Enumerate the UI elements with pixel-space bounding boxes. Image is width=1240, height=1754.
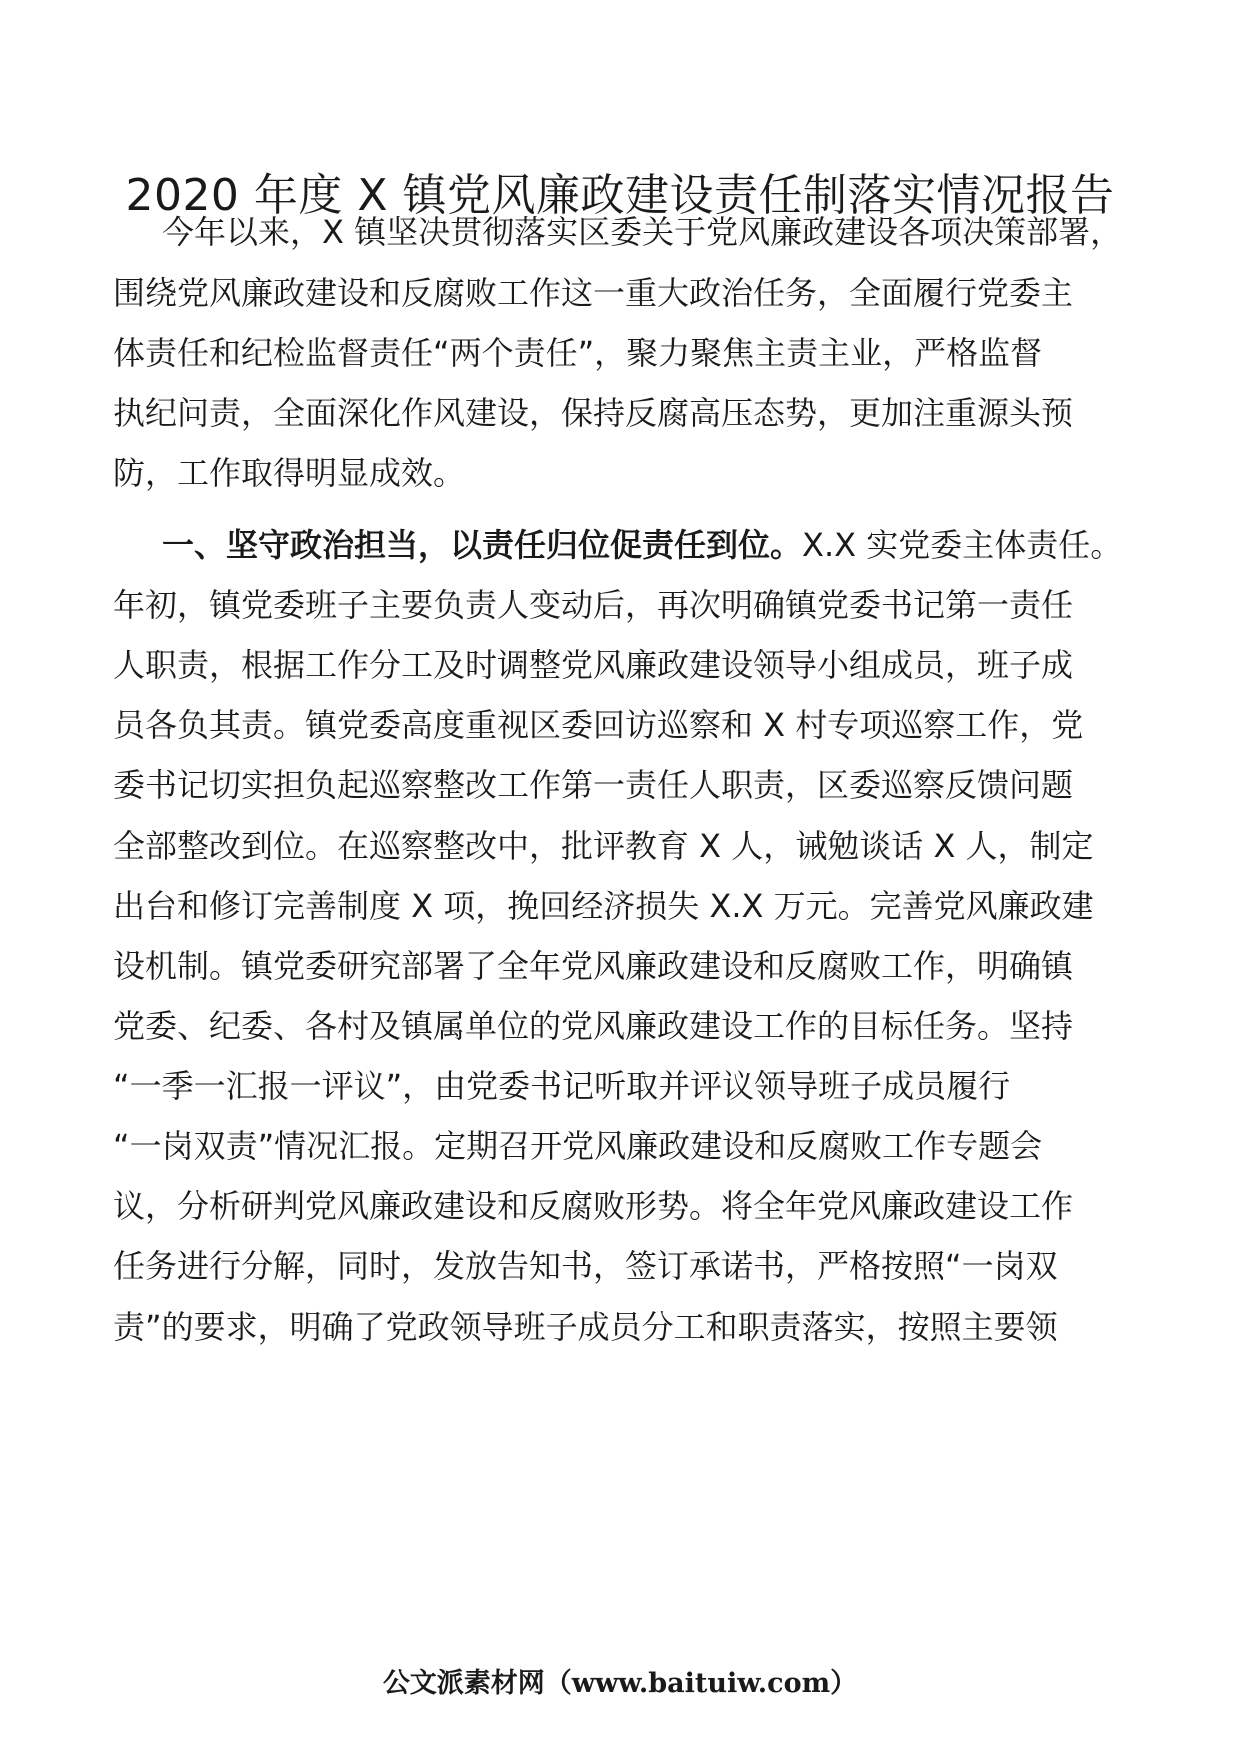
footer-watermark: 公文派素材网（www.baituiw.com） xyxy=(382,1668,858,1699)
section-heading: 一、坚守政治担当，以责任归位促责任到位。 xyxy=(162,526,803,564)
section-heading-rest: X.X 实党委主体责任。 xyxy=(802,526,1123,564)
paragraph-line: 围绕党风廉政建设和反腐败工作这一重大政治任务，全面履行党委主 xyxy=(113,274,1074,312)
paragraph-line: 执纪问责，全面深化作风建设，保持反腐高压态势，更加注重源头预 xyxy=(113,394,1074,432)
paragraph-line: “一岗双责”情况汇报。定期召开党风廉政建设和反腐败工作专题会 xyxy=(113,1127,1043,1165)
paragraph-line: 全部整改到位。在巡察整改中，批评教育 X 人，诫勉谈话 X 人，制定 xyxy=(113,827,1094,865)
paragraph-line: 体责任和纪检监督责任“两个责任”，聚力聚焦主责主业，严格监督 xyxy=(113,334,1043,372)
paragraph-line: 防，工作取得明显成效。 xyxy=(113,454,466,492)
paragraph-line: 党委、纪委、各村及镇属单位的党风廉政建设工作的目标任务。坚持 xyxy=(113,1007,1074,1045)
paragraph-line: 年初，镇党委班子主要负责人变动后，再次明确镇党委书记第一责任 xyxy=(113,586,1074,624)
paragraph-line: 设机制。镇党委研究部署了全年党风廉政建设和反腐败工作，明确镇 xyxy=(113,947,1074,985)
paragraph-line: 人职责，根据工作分工及时调整党风廉政建设领导小组成员，班子成 xyxy=(113,646,1074,684)
paragraph-line: 任务进行分解，同时，发放告知书，签订承诺书，严格按照“一岗双 xyxy=(113,1247,1058,1285)
paragraph-line: 议，分析研判党风廉政建设和反腐败形势。将全年党风廉政建设工作 xyxy=(113,1187,1074,1225)
paragraph-line: 委书记切实担负起巡察整改工作第一责任人职责，区委巡察反馈问题 xyxy=(113,766,1074,804)
paragraph-line: 员各负其责。镇党委高度重视区委回访巡察和 X 村专项巡察工作，党 xyxy=(113,706,1084,744)
paragraph-line: 责”的要求，明确了党政领导班子成员分工和职责落实，按照主要领 xyxy=(113,1308,1058,1346)
paragraph-line: 出台和修订完善制度 X 项，挽回经济损失 X.X 万元。完善党风廉政建 xyxy=(113,887,1094,925)
document-title: 2020 年度 X 镇党风廉政建设责任制落实情况报告 xyxy=(125,170,1115,221)
paragraph-line: “一季一汇报一评议”，由党委书记听取并评议领导班子成员履行 xyxy=(113,1067,1011,1105)
section-heading-line xyxy=(162,517,1122,573)
paragraph-line: 今年以来，X 镇坚决贯彻落实区委关于党风廉政建设各项决策部署， xyxy=(162,213,1123,251)
